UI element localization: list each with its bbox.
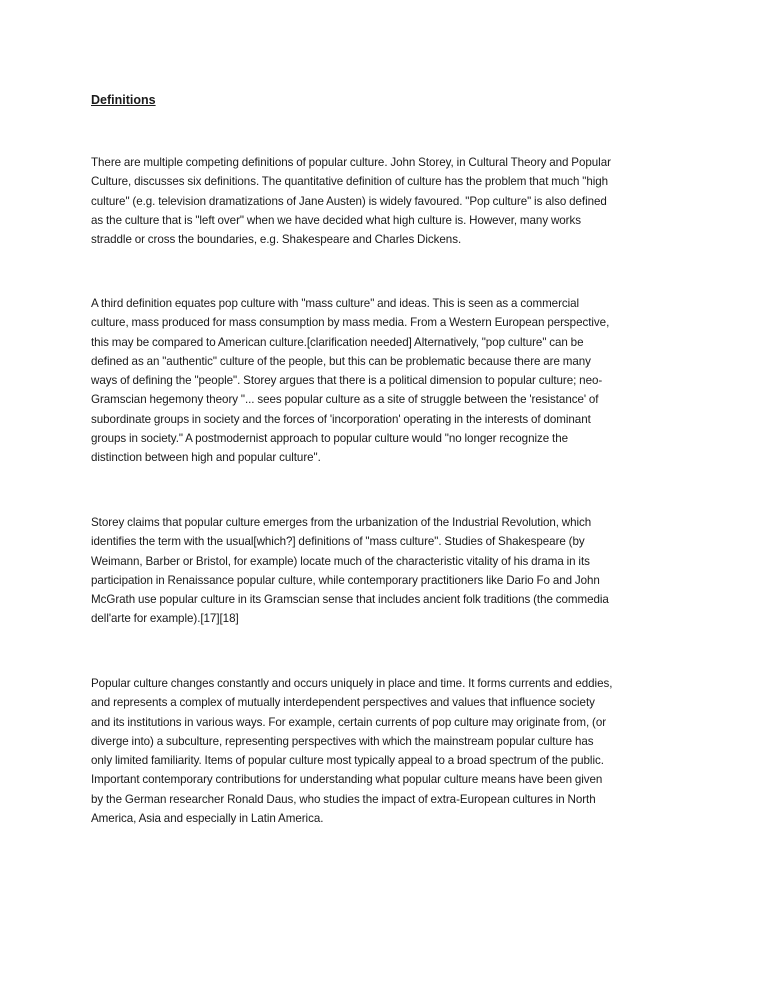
- paragraph-line: as the culture that is "left over" when we have decided what high culture is. However, many works: [91, 213, 581, 227]
- section-heading: Definitions: [91, 93, 156, 107]
- paragraph-line: culture" (e.g. television dramatizations of Jane Austen) is widely favoured. "Pop culture" is also defined: [91, 194, 607, 208]
- paragraph-line: Important contemporary contributions for understanding what popular culture means have been given: [91, 773, 603, 787]
- paragraph-line: A third definition equates pop culture with "mass culture" and ideas. This is seen as a commercial: [91, 297, 580, 310]
- paragraph-definitions-intro: [91, 153, 683, 249]
- paragraph-industrial-revolution: [91, 513, 683, 629]
- paragraph-mass-culture: [91, 294, 683, 468]
- paragraph-line: culture, mass produced for mass consumption by mass media. From a Western European perspective,: [91, 316, 610, 330]
- paragraph-line: and its institutions in various ways. For example, certain currents of pop culture may originate from, (or: [91, 715, 607, 729]
- paragraph-line: defined as an "authentic" culture of the people, but this can be problematic because there are many: [91, 354, 591, 368]
- paragraph-line: and represents a complex of mutually interdependent perspectives and values that influence society: [91, 696, 595, 710]
- paragraph-line: Gramscian hegemony theory "... sees popular culture as a site of struggle between the 'resistance' of: [91, 393, 599, 407]
- paragraph-line: Weimann, Barber or Bristol, for example) locate much of the characteristic vitality of his drama in its: [91, 554, 590, 568]
- paragraph-line: Culture, discusses six definitions. The quantitative definition of culture has the problem that much "high: [91, 175, 609, 189]
- paragraph-line: straddle or cross the boundaries, e.g. Shakespeare and Charles Dickens.: [91, 233, 462, 247]
- paragraph-line: ways of defining the "people". Storey argues that there is a political dimension to popular culture; neo-: [91, 374, 603, 388]
- paragraph-line: subordinate groups in society and the forces of 'incorporation' operating in the interests of dominant: [91, 412, 591, 426]
- paragraph-line: dell'arte for example).[17][18]: [91, 612, 239, 626]
- paragraph-line: There are multiple competing definitions of popular culture. John Storey, in Cultural Theory and Popular: [91, 156, 611, 169]
- paragraph-line: distinction between high and popular culture".: [91, 451, 321, 465]
- paragraph-line: Popular culture changes constantly and occurs uniquely in place and time. It forms currents and eddies,: [91, 677, 613, 690]
- paragraph-line: this may be compared to American culture.[clarification needed] Alternatively, "pop culture" can be: [91, 335, 584, 349]
- paragraph-line: by the German researcher Ronald Daus, who studies the impact of extra-European cultures in North: [91, 792, 596, 806]
- paragraph-line: McGrath use popular culture in its Gramscian sense that includes ancient folk traditions (the commedia: [91, 593, 609, 607]
- paragraph-changing-culture: [91, 674, 683, 828]
- paragraph-line: groups in society." A postmodernist approach to popular culture would "no longer recognize the: [91, 432, 568, 446]
- paragraph-line: America, Asia and especially in Latin America.: [91, 812, 324, 826]
- paragraph-line: Storey claims that popular culture emerges from the urbanization of the Industrial Revolution, which: [91, 516, 592, 529]
- paragraph-line: participation in Renaissance popular culture, while contemporary practitioners like Dario Fo and John: [91, 573, 600, 587]
- paragraph-line: only limited familiarity. Items of popular culture most typically appeal to a broad spectrum of the public.: [91, 754, 604, 768]
- paragraph-line: identifies the term with the usual[which?] definitions of "mass culture". Studies of Shakespeare (by: [91, 535, 585, 549]
- paragraph-line: diverge into) a subculture, representing perspectives with which the mainstream popular culture has: [91, 734, 594, 748]
